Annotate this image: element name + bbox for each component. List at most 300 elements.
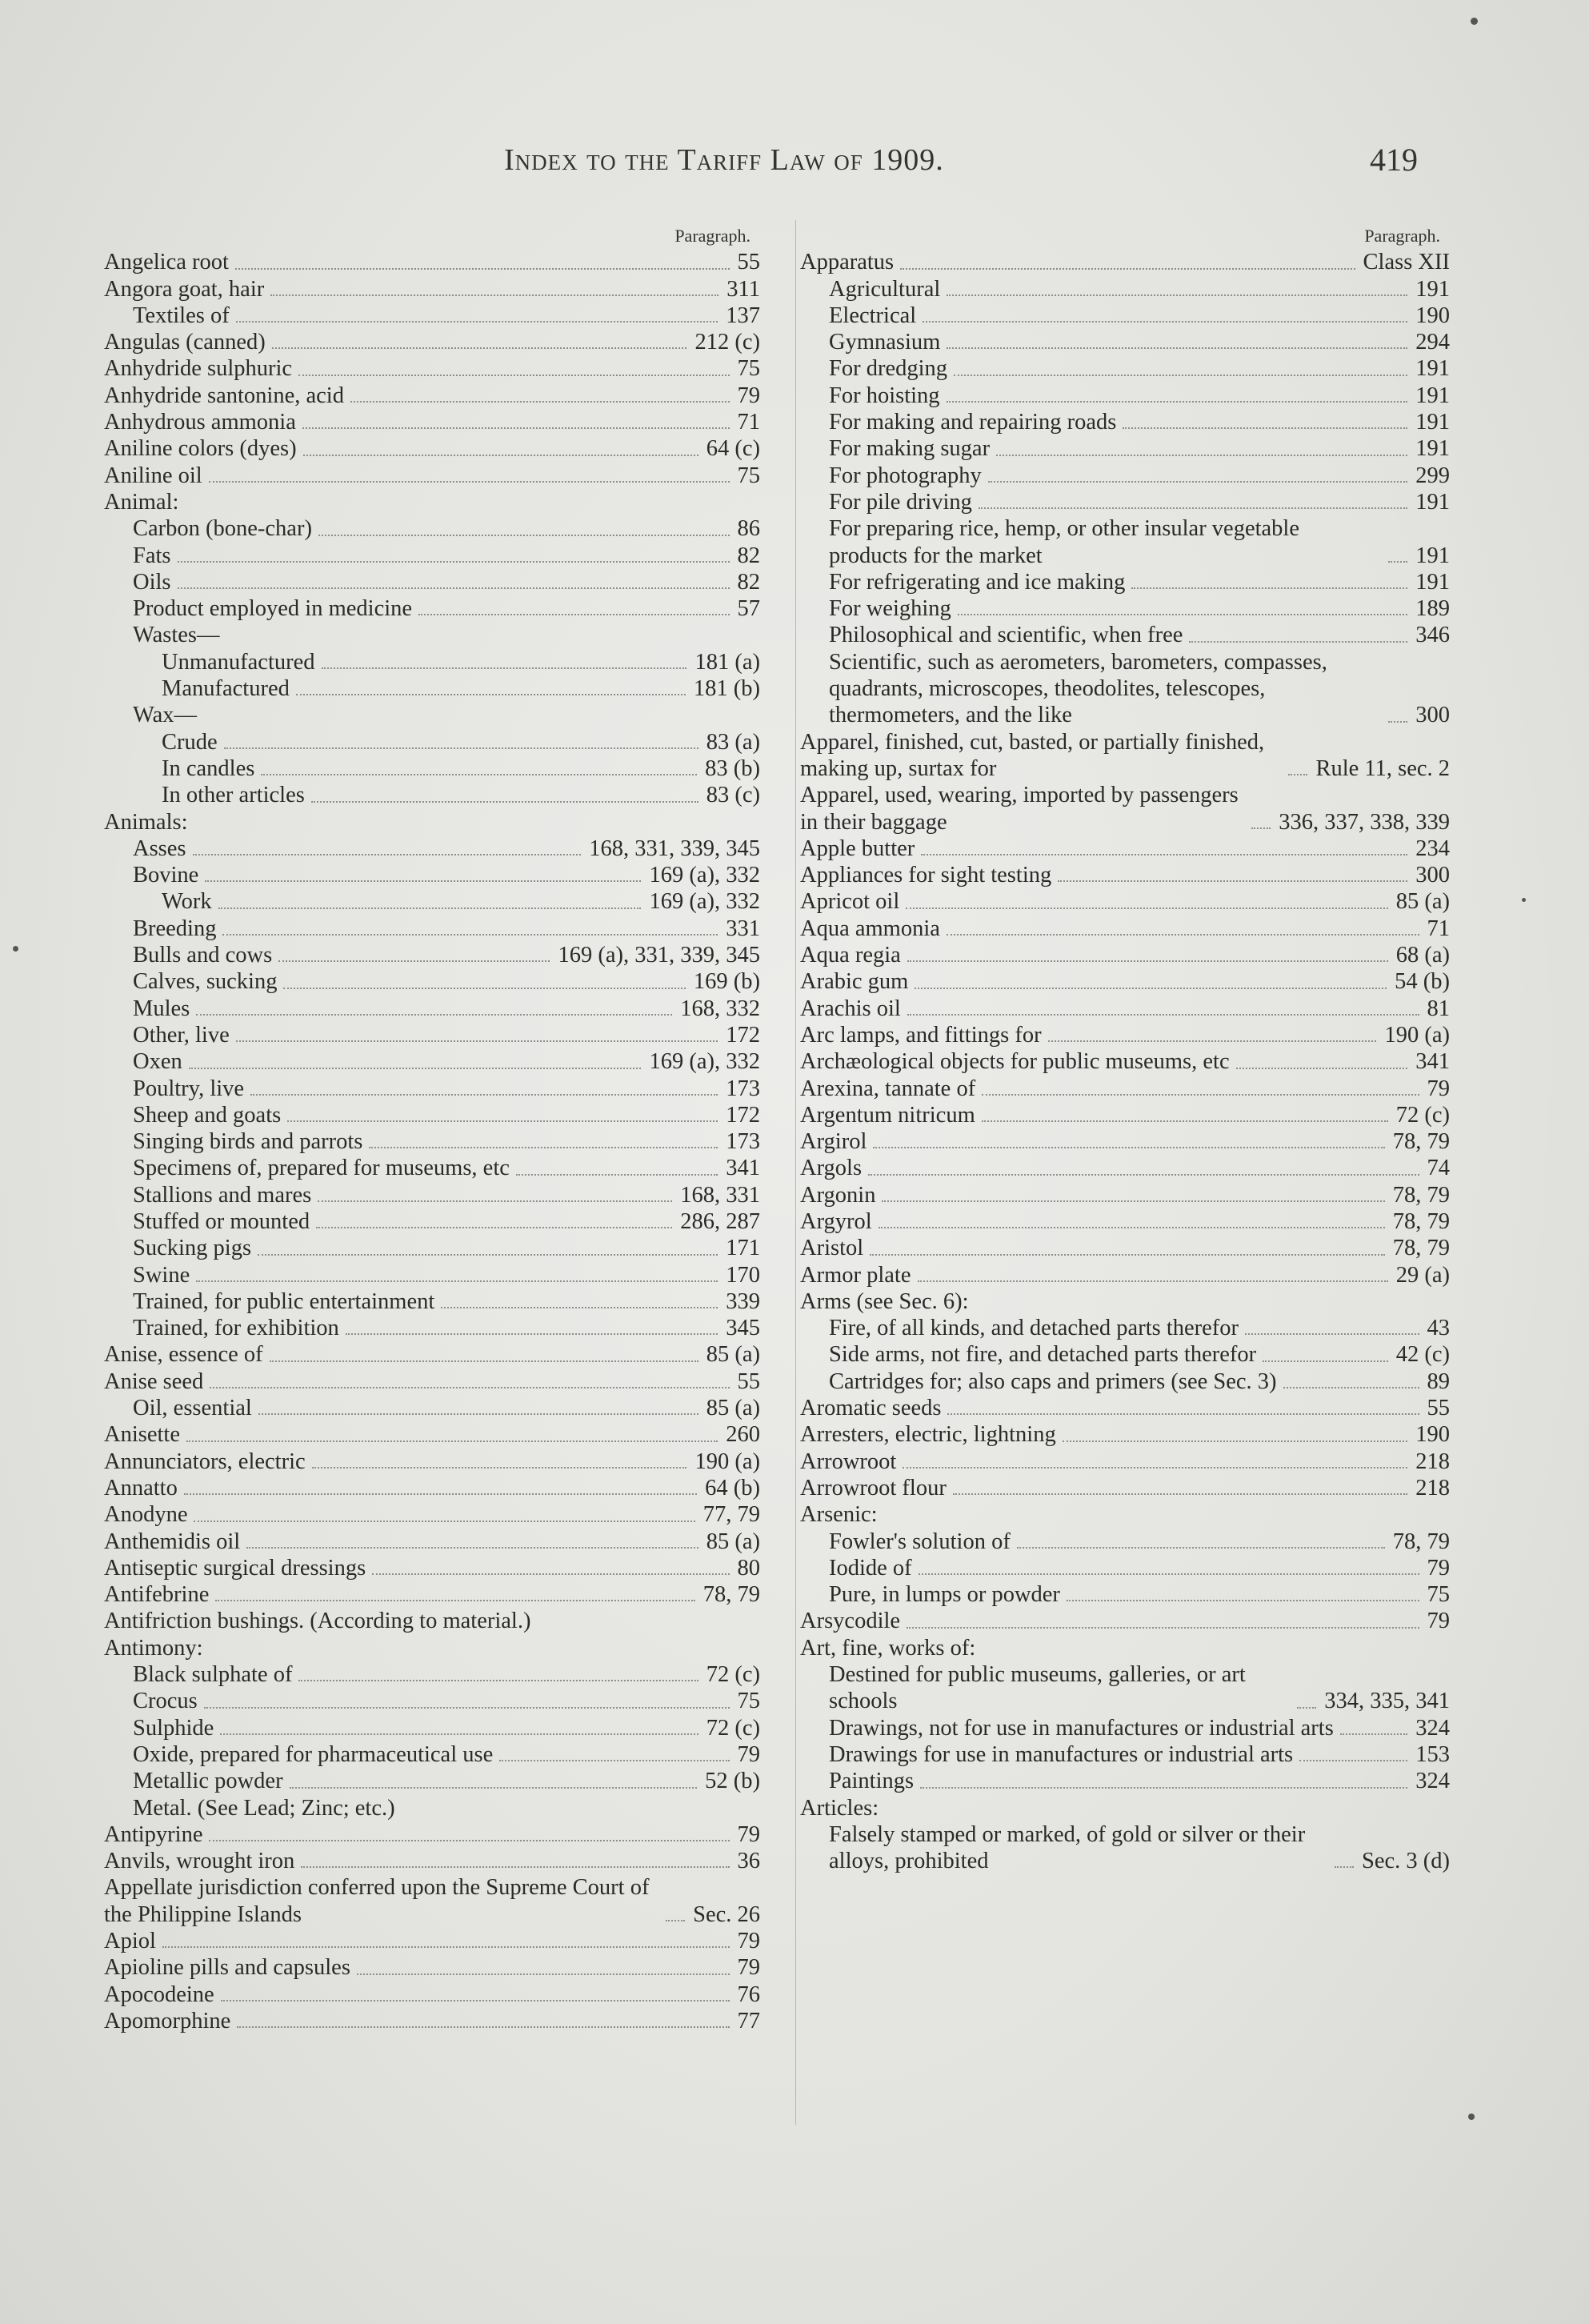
entry-paragraph-ref: 52 (b) [705, 1769, 760, 1794]
entry-term-wrap [104, 702, 757, 728]
entry-term: Aromatic seeds [800, 1396, 942, 1421]
entry-paragraph-ref: 169 (a), 332 [649, 889, 760, 915]
entry-term-wrap [104, 782, 703, 808]
entry-term-wrap [800, 1102, 1393, 1128]
index-entry [104, 329, 760, 355]
index-entry [104, 1928, 760, 1954]
column-heading-paragraph: Paragraph. [674, 226, 750, 246]
dot-leader [1288, 774, 1307, 775]
dot-leader [499, 1760, 729, 1761]
entry-paragraph-ref: 300 [1415, 863, 1450, 888]
entry-term-wrap [104, 1128, 722, 1155]
index-entry [104, 1341, 760, 1368]
dot-leader [246, 1547, 698, 1549]
index-entry [104, 809, 760, 835]
entry-term: Stallions and mares [133, 1182, 312, 1208]
entry-term-wrap [800, 1529, 1390, 1555]
entry-term: Sucking pigs [133, 1236, 252, 1261]
entry-term: Antimony: [104, 1635, 203, 1661]
entry-term: Arms (see Sec. 6): [800, 1288, 969, 1314]
index-entry [104, 1288, 760, 1315]
entry-term: Argonin [800, 1182, 876, 1208]
index-entry [104, 1395, 760, 1421]
entry-term: Anisette [104, 1422, 180, 1448]
index-entry [104, 1821, 760, 1848]
entry-paragraph-ref: 299 [1415, 463, 1450, 488]
entry-term-wrap [800, 996, 1424, 1022]
index-entry [104, 835, 760, 862]
entry-term-wrap [800, 515, 1412, 569]
entry-paragraph-ref: 79 [1427, 1555, 1450, 1581]
entry-term: Arachis oil [800, 996, 901, 1021]
dot-leader [1297, 1707, 1316, 1709]
entry-term-wrap [104, 755, 702, 782]
index-entry [104, 1741, 760, 1768]
dot-leader [1299, 1760, 1407, 1761]
entry-term-wrap [104, 1155, 722, 1181]
index-entry [800, 355, 1450, 382]
entry-term: For pile driving [829, 489, 972, 515]
index-entry [800, 1182, 1450, 1208]
index-entry [800, 1208, 1450, 1235]
entry-term-wrap [800, 409, 1412, 435]
entry-term-wrap [104, 463, 734, 489]
entry-paragraph-ref: 190 [1415, 1422, 1450, 1448]
entry-term-wrap [104, 1022, 722, 1048]
index-entry [800, 329, 1450, 355]
dot-leader [879, 1227, 1385, 1228]
entry-paragraph-ref: Class XII [1363, 250, 1450, 275]
entry-term: Anhydrous ammonia [104, 410, 296, 435]
entry-paragraph-ref: 191 [1415, 383, 1450, 408]
entry-paragraph-ref: 72 (c) [1395, 1102, 1450, 1128]
dot-leader [947, 347, 1407, 349]
index-entry [104, 1022, 760, 1048]
index-entry [800, 835, 1450, 862]
entry-term-wrap [104, 595, 734, 622]
index-entry [800, 1661, 1450, 1715]
entry-term: Antiseptic surgical dressings [104, 1555, 366, 1581]
entry-paragraph-ref: 79 [737, 1955, 760, 1981]
entry-term-wrap [104, 543, 734, 569]
entry-term-wrap [104, 996, 677, 1022]
dot-leader [982, 1094, 1419, 1096]
index-entry [104, 1501, 760, 1528]
entry-term: Anthemidis oil [104, 1529, 241, 1554]
index-entry [104, 916, 760, 942]
index-entry [104, 409, 760, 435]
index-entry [800, 1368, 1450, 1395]
dot-leader [272, 347, 687, 349]
index-entry [104, 1581, 760, 1608]
entry-term: Aniline oil [104, 463, 202, 488]
dot-leader [873, 1147, 1384, 1148]
entry-paragraph-ref: 85 (a) [706, 1529, 760, 1554]
index-entry [800, 1501, 1450, 1528]
entry-paragraph-ref: 43 [1427, 1316, 1450, 1341]
entry-term-wrap [104, 1954, 734, 1981]
entry-paragraph-ref: 77 [737, 2008, 760, 2034]
entry-term: Sulphide [133, 1715, 214, 1741]
entry-term: Apricot oil [800, 889, 900, 915]
entry-paragraph-ref: 75 [1427, 1582, 1450, 1608]
dot-leader [236, 321, 718, 323]
dot-leader [350, 401, 730, 403]
dot-leader [196, 1280, 718, 1282]
index-entry [800, 1155, 1450, 1181]
dot-leader [1263, 1360, 1388, 1362]
entry-paragraph-ref: 345 [726, 1316, 760, 1341]
entry-paragraph-ref: 29 (a) [1395, 1262, 1450, 1288]
entry-term-wrap [104, 649, 691, 675]
entry-term: Arrowroot [800, 1448, 897, 1474]
dot-leader [1063, 1440, 1408, 1442]
index-entry [104, 1608, 760, 1634]
entry-term: Specimens of, prepared for museums, etc [133, 1156, 510, 1181]
dot-leader [920, 1787, 1407, 1789]
entry-term-wrap [104, 675, 690, 702]
entry-term-wrap [800, 1475, 1412, 1501]
entry-term-wrap [104, 249, 734, 275]
entry-term: Metallic powder [133, 1769, 283, 1794]
entry-term: Side arms, not fire, and detached parts therefor [829, 1342, 1257, 1368]
entry-term-wrap [800, 1635, 1447, 1661]
dot-leader [209, 481, 730, 483]
dot-leader [1388, 561, 1407, 563]
dot-leader [882, 1200, 1384, 1202]
dot-leader [979, 507, 1407, 509]
index-entry [104, 1262, 760, 1288]
entry-term-wrap [104, 1529, 703, 1555]
index-entry [104, 1688, 760, 1714]
dot-leader [261, 774, 697, 775]
entry-term-wrap [104, 1795, 757, 1821]
entry-term: Wax— [133, 703, 198, 728]
entry-paragraph-ref: 78, 79 [1392, 1529, 1450, 1554]
entry-term-wrap [800, 862, 1412, 888]
entry-paragraph-ref: 191 [1415, 276, 1450, 302]
entry-term-wrap [104, 1715, 703, 1741]
dot-leader [1123, 427, 1407, 429]
entry-term-wrap [104, 1768, 702, 1794]
column-heading-paragraph: Paragraph. [1364, 226, 1440, 246]
index-entry [800, 996, 1450, 1022]
entry-term: Articles: [800, 1795, 879, 1821]
entry-term: Scientific, such as aerometers, barometers, compasses, quadrants, microscopes, theodolites, telescopes, thermometers, and the like [829, 649, 1327, 728]
dot-leader [312, 1467, 687, 1469]
index-entry [104, 702, 760, 728]
entry-term-wrap [800, 942, 1393, 968]
entry-term-wrap [800, 1182, 1390, 1208]
entry-term-wrap [800, 1768, 1412, 1794]
entry-term: Antifebrine [104, 1582, 210, 1608]
index-entry [800, 1635, 1450, 1661]
index-entry [800, 1341, 1450, 1368]
entry-term: Crocus [133, 1689, 198, 1714]
entry-term-wrap [800, 1741, 1412, 1768]
dust-speck [13, 946, 18, 952]
dot-leader [418, 614, 729, 615]
dot-leader [222, 934, 718, 936]
entry-term: Arsycodile [800, 1609, 901, 1634]
dot-leader [193, 854, 582, 855]
index-entry [104, 1368, 760, 1395]
entry-term: In other articles [162, 783, 305, 808]
entry-term-wrap [104, 276, 723, 303]
index-entry [800, 515, 1450, 569]
entry-term: Product employed in medicine [133, 596, 413, 622]
entry-term: Textiles of [133, 303, 230, 328]
entry-term-wrap [800, 1262, 1393, 1288]
entry-term: Bulls and cows [133, 943, 273, 968]
entry-term-wrap [104, 862, 646, 888]
index-entry [800, 1022, 1450, 1048]
entry-paragraph-ref: 83 (c) [706, 783, 760, 808]
dot-leader [283, 988, 685, 989]
entry-term: Anise seed [104, 1368, 204, 1394]
index-entry [800, 1102, 1450, 1128]
dot-leader [184, 1493, 697, 1495]
page-number: 419 [1370, 142, 1418, 178]
entry-term-wrap [104, 1688, 734, 1714]
index-entry [800, 1448, 1450, 1475]
entry-term: For photography [829, 463, 982, 488]
entry-term-wrap [104, 1661, 703, 1688]
entry-term: Trained, for public entertainment [133, 1288, 435, 1314]
index-entry [104, 755, 760, 782]
dot-leader [178, 561, 730, 563]
index-entry [800, 569, 1450, 595]
entry-term: Arsenic: [800, 1502, 878, 1528]
dot-leader [236, 1040, 718, 1042]
dot-leader [235, 268, 730, 270]
index-entry [104, 1076, 760, 1102]
dot-leader [224, 747, 698, 749]
entry-paragraph-ref: 78, 79 [1392, 1182, 1450, 1208]
entry-term-wrap [104, 303, 722, 329]
dot-leader [1283, 1387, 1419, 1388]
entry-term: Apparel, finished, cut, basted, or partially finished, making up, surtax for [800, 729, 1265, 781]
entry-term-wrap [800, 1368, 1424, 1395]
entry-term-wrap [104, 409, 734, 435]
entry-term: Black sulphate of [133, 1662, 293, 1688]
entry-paragraph-ref: 137 [726, 303, 760, 328]
index-entry [800, 1076, 1450, 1102]
entry-term: Anvils, wrought iron [104, 1849, 295, 1874]
entry-paragraph-ref: 212 (c) [694, 330, 760, 355]
entry-term-wrap [800, 463, 1412, 489]
entry-paragraph-ref: 79 [1427, 1609, 1450, 1634]
dot-leader [923, 321, 1407, 323]
entry-paragraph-ref: 169 (a), 332 [649, 863, 760, 888]
index-entry [104, 463, 760, 489]
entry-term: Angulas (canned) [104, 330, 266, 355]
entry-paragraph-ref: 75 [737, 356, 760, 382]
entry-term: Stuffed or mounted [133, 1208, 310, 1234]
dot-leader [666, 1920, 685, 1921]
index-entry [800, 888, 1450, 915]
entry-paragraph-ref: 86 [737, 516, 760, 542]
index-entry [800, 1529, 1450, 1555]
entry-term-wrap [800, 435, 1412, 462]
entry-paragraph-ref: 78, 79 [702, 1582, 760, 1608]
entry-paragraph-ref: 79 [1427, 1076, 1450, 1101]
dot-leader [1245, 1333, 1419, 1335]
index-entry [104, 595, 760, 622]
entry-paragraph-ref: 75 [737, 463, 760, 488]
dot-leader [1067, 1600, 1419, 1601]
entry-term: Arrowroot flour [800, 1475, 947, 1501]
index-entry [104, 968, 760, 995]
dot-leader [1388, 721, 1407, 723]
entry-term: Apparel, used, wearing, imported by passengers in their baggage [800, 783, 1239, 835]
dot-leader [958, 614, 1407, 615]
dot-leader [369, 1147, 718, 1148]
entry-term-wrap [800, 1128, 1390, 1155]
entry-term-wrap [800, 1076, 1424, 1102]
dot-leader [318, 535, 730, 536]
entry-paragraph-ref: 168, 331, 339, 345 [589, 835, 760, 861]
entry-term: Anise, essence of [104, 1342, 263, 1368]
index-entry [800, 1048, 1450, 1075]
entry-term-wrap [104, 329, 691, 355]
entry-term: For weighing [829, 596, 951, 622]
entry-term-wrap [104, 1341, 703, 1368]
entry-paragraph-ref: 311 [726, 276, 760, 302]
entry-term-wrap [104, 942, 554, 968]
dot-leader [1340, 1733, 1407, 1735]
entry-term: Arabic gum [800, 969, 909, 995]
dot-leader [907, 960, 1388, 962]
right-entries [800, 249, 1450, 1874]
entry-term: Argentum nitricum [800, 1102, 975, 1128]
entry-term: Aristol [800, 1236, 864, 1261]
dot-leader [921, 854, 1407, 855]
entry-term: Wastes— [133, 623, 220, 648]
entry-term-wrap [104, 1421, 722, 1448]
dot-leader [221, 2000, 730, 2001]
index-entry [104, 435, 760, 462]
dot-leader [900, 268, 1355, 270]
entry-paragraph-ref: 81 [1427, 996, 1450, 1021]
entry-paragraph-ref: 71 [1427, 916, 1450, 941]
entry-paragraph-ref: 78, 79 [1392, 1236, 1450, 1261]
entry-term-wrap [800, 1821, 1359, 1875]
entry-paragraph-ref: 76 [737, 1981, 760, 2007]
dot-leader [220, 1733, 698, 1735]
entry-term-wrap [800, 1795, 1447, 1821]
entry-paragraph-ref: 80 [737, 1555, 760, 1581]
entry-term-wrap [104, 1581, 700, 1608]
entry-term-wrap [800, 569, 1412, 595]
entry-term: Crude [162, 729, 218, 755]
entry-paragraph-ref: 331 [726, 916, 760, 941]
entry-paragraph-ref: 71 [737, 410, 760, 435]
index-entry [104, 782, 760, 808]
dot-leader [1189, 641, 1407, 643]
entry-term: Apparatus [800, 250, 895, 275]
index-entry [800, 1288, 1450, 1315]
index-entry [800, 1555, 1450, 1581]
entry-term-wrap [104, 622, 757, 648]
dot-leader [1048, 1040, 1377, 1042]
index-entry [104, 622, 760, 648]
entry-term: Gymnasium [829, 330, 941, 355]
dot-leader [1058, 880, 1407, 882]
entry-paragraph-ref: 55 [1427, 1396, 1450, 1421]
dot-leader [947, 934, 1419, 936]
entry-paragraph-ref: 42 (c) [1395, 1342, 1450, 1368]
entry-term-wrap [104, 1368, 734, 1395]
dot-leader [982, 1120, 1388, 1122]
index-entry [800, 276, 1450, 303]
index-entry [104, 1208, 760, 1235]
entry-paragraph-ref: 57 [737, 596, 760, 622]
entry-term: Electrical [829, 303, 917, 328]
entry-term-wrap [800, 489, 1412, 515]
entry-paragraph-ref: 191 [1415, 543, 1450, 568]
index-entry [800, 249, 1450, 275]
entry-paragraph-ref: 191 [1415, 489, 1450, 515]
dot-leader [296, 694, 686, 695]
entry-term: For hoisting [829, 383, 940, 408]
dot-leader [907, 1627, 1419, 1629]
index-entry [800, 1395, 1450, 1421]
entry-term-wrap [800, 729, 1312, 783]
dust-speck [1471, 18, 1478, 25]
entry-term-wrap [800, 329, 1412, 355]
entry-term: For preparing rice, hemp, or other insular vegetable products for the market [829, 516, 1299, 568]
dot-leader [1335, 1866, 1354, 1868]
column-divider [795, 220, 796, 2125]
entry-term: Archæological objects for public museums, etc [800, 1049, 1230, 1075]
entry-paragraph-ref: 171 [726, 1236, 760, 1261]
entry-paragraph-ref: Rule 11, sec. 2 [1315, 755, 1450, 781]
entry-term-wrap [104, 809, 757, 835]
entry-term: Oxen [133, 1049, 182, 1075]
index-entry [104, 942, 760, 968]
index-entry [104, 1421, 760, 1448]
entry-term: Arresters, electric, lightning [800, 1422, 1056, 1448]
dot-leader [947, 1413, 1419, 1415]
index-entry [104, 1182, 760, 1208]
dot-leader [996, 455, 1407, 456]
entry-paragraph-ref: 260 [726, 1422, 760, 1448]
index-entry [800, 1475, 1450, 1501]
index-entry [800, 435, 1450, 462]
entry-paragraph-ref: 36 [737, 1849, 760, 1874]
index-entry [104, 303, 760, 329]
entry-term: Aqua ammonia [800, 916, 940, 941]
entry-term: Breeding [133, 916, 217, 941]
entry-paragraph-ref: 191 [1415, 569, 1450, 595]
entry-paragraph-ref: 334, 335, 341 [1324, 1689, 1450, 1714]
index-entry [800, 622, 1450, 648]
entry-paragraph-ref: 191 [1415, 436, 1450, 462]
entry-term: Poultry, live [133, 1076, 245, 1101]
entry-term-wrap [104, 2008, 734, 2034]
index-entry [104, 1475, 760, 1501]
entry-term-wrap [800, 1155, 1424, 1181]
index-entry [104, 1848, 760, 1874]
entry-term: Bovine [133, 863, 199, 888]
index-entry [104, 1954, 760, 1981]
entry-term: Calves, sucking [133, 969, 278, 995]
entry-paragraph-ref: 89 [1427, 1368, 1450, 1394]
entry-term: Apocodeine [104, 1981, 214, 2007]
index-entry [800, 968, 1450, 995]
entry-term: Art, fine, works of: [800, 1635, 976, 1661]
